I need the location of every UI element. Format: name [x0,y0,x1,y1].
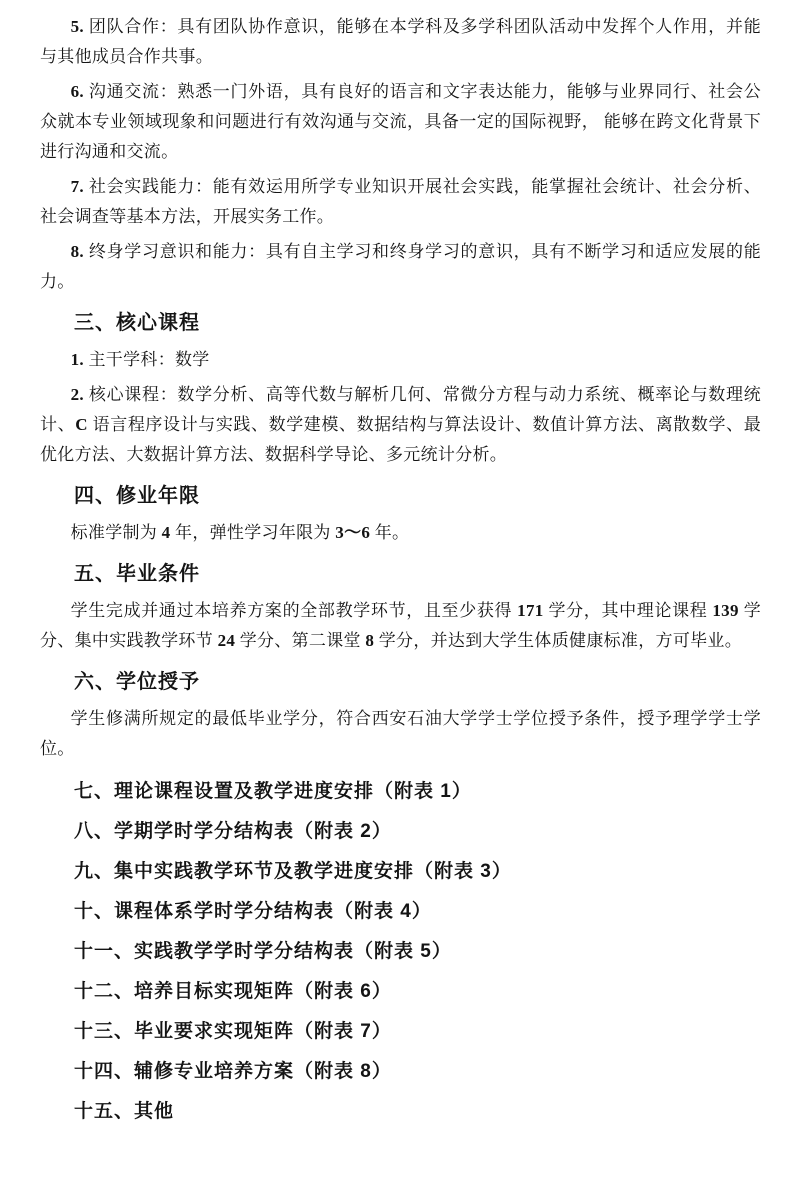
heading-appendix-5-practice-credits: 十一、实践教学学时学分结构表（附表 5） [74,941,452,962]
heading-study-duration: 四、修业年限 [74,485,200,507]
heading-graduation-requirements: 五、毕业条件 [74,563,200,585]
para-main-discipline: 1. 主干学科：数学 [70,350,210,369]
heading-appendix-4-course-system: 十、课程体系学时学分结构表（附表 4） [74,901,432,922]
heading-appendix-3-practice-teaching: 九、集中实践教学环节及教学进度安排（附表 3） [74,861,512,882]
para-5-team-cooperation: 5. 团队合作：具有团队协作意识，能够在本学科及多学科团队活动中发挥个人作用，并能与其他成员合作共事。 [40,17,762,66]
heading-appendix-8-minor-program: 十四、辅修专业培养方案（附表 8） [74,1061,392,1082]
heading-core-courses: 三、核心课程 [74,312,200,334]
heading-appendix-2-semester-credits: 八、学期学时学分结构表（附表 2） [74,821,392,842]
heading-appendix-6-objective-matrix: 十二、培养目标实现矩阵（附表 6） [74,981,392,1002]
heading-appendix-7-graduation-matrix: 十三、毕业要求实现矩阵（附表 7） [74,1021,392,1042]
heading-appendix-1-theory-courses: 七、理论课程设置及教学进度安排（附表 1） [74,781,472,802]
heading-others: 十五、其他 [74,1101,175,1122]
para-study-duration: 标准学制为 4 年，弹性学习年限为 3～6 年。 [70,523,410,542]
para-core-course-list: 2. 核心课程：数学分析、高等代数与解析几何、常微分方程与动力系统、概率论与数理统计、C 语言程序设计与实践、数学建模、数据结构与算法设计、数值计算方法、离散数学、最优化方法、大数据计算方法、数据科学导论、多元统计分析。 [40,385,762,464]
para-graduation-requirements: 学生完成并通过本培养方案的全部教学环节，且至少获得 171 学分，其中理论课程 139 学分、集中实践教学环节 24 学分、第二课堂 8 学分，并达到大学生体质健康标准，方可毕业。 [40,601,762,650]
para-6-communication: 6. 沟通交流：熟悉一门外语，具有良好的语言和文字表达能力，能够与业界同行、社会公众就本专业领域现象和问题进行有效沟通与交流，具备一定的国际视野， 能够在跨文化背景下进行沟通和交流。 [40,82,762,161]
heading-degree-conferral: 六、学位授予 [74,671,200,693]
para-degree-conferral: 学生修满所规定的最低毕业学分，符合西安石油大学学士学位授予条件，授予理学学士学位。 [40,709,761,758]
para-8-lifelong-learning: 8. 终身学习意识和能力：具有自主学习和终身学习的意识，具有不断学习和适应发展的能力。 [40,242,762,291]
para-7-social-practice: 7. 社会实践能力：能有效运用所学专业知识开展社会实践，能掌握社会统计、社会分析、社会调查等基本方法，开展实务工作。 [40,177,762,226]
